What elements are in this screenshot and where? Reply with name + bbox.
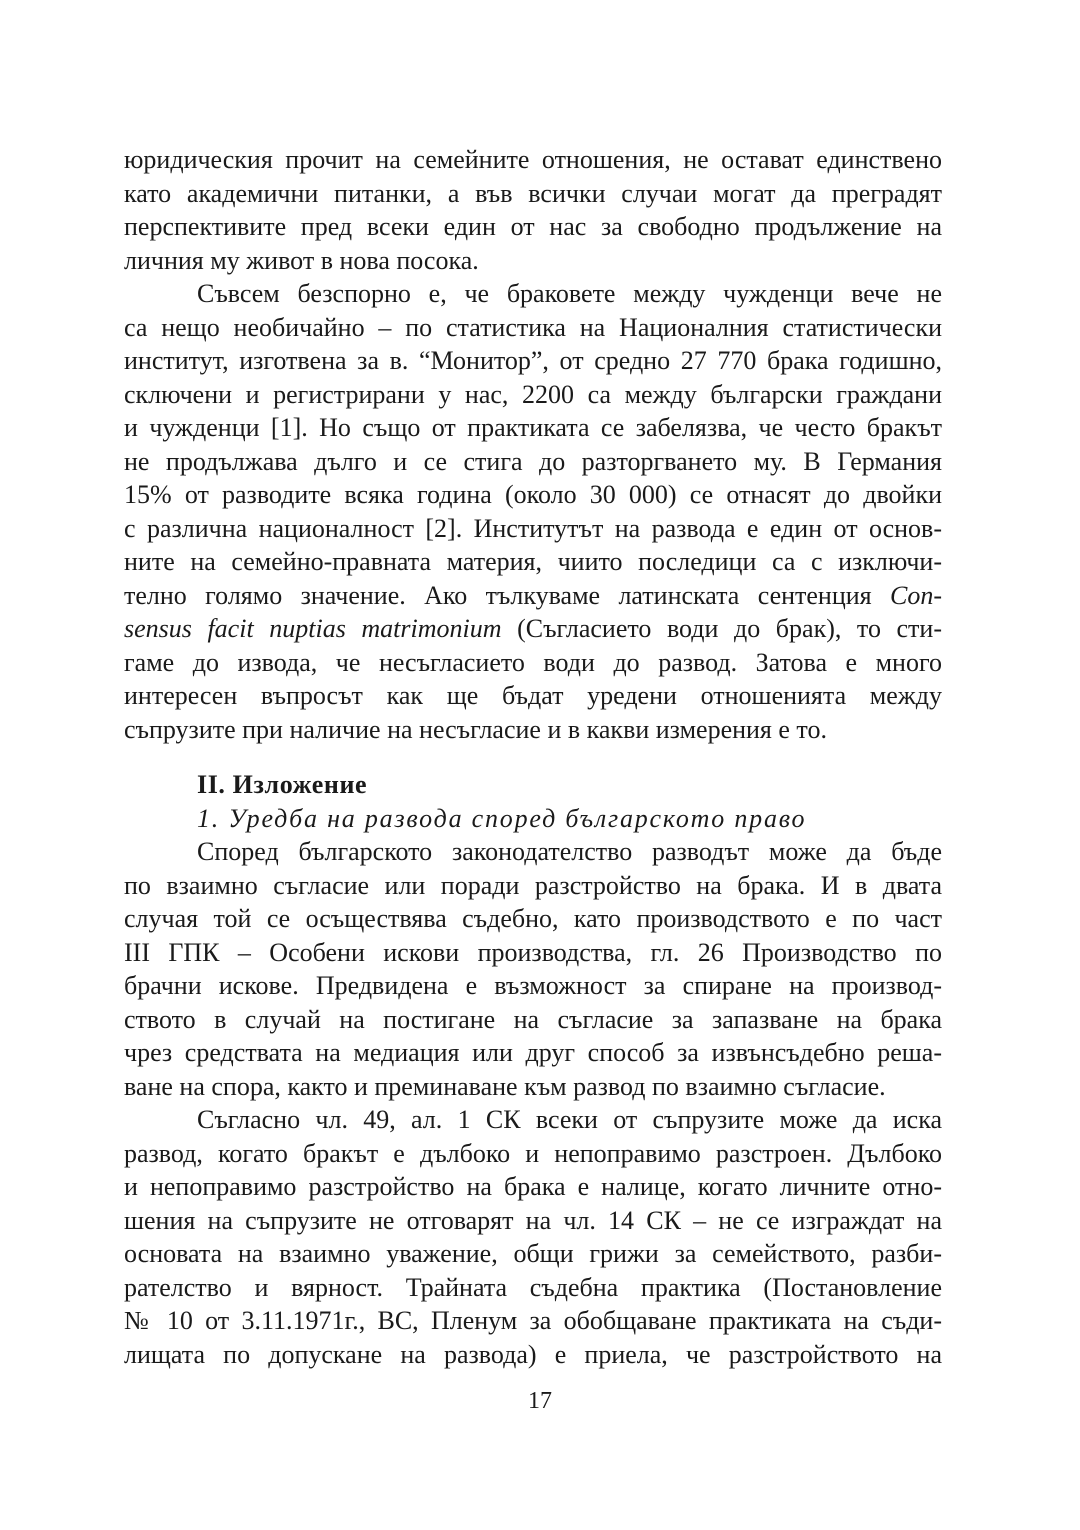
text-line: като академични питанки, а във всички случаи могат да преградят [124, 178, 942, 208]
text-line: не продължава дълго и се стига до разторгването му. В Германия [124, 446, 942, 476]
text-line: са нещо необичайно – по статистика на Националния статистически [124, 312, 942, 342]
text-line: интересен въпросът как ще бъдат уредени отношенията между [124, 681, 942, 710]
text-line: Съвсем безспорно е, че браковете между чужденци вече не [197, 279, 942, 308]
text-line: рателство и вярност. Трайната съдебна практика (Постановление [124, 1272, 942, 1302]
text-line: ството в случай на постигане на съгласие за запазване на брака [124, 1004, 942, 1034]
text-line: случая той се осъществява съдебно, като производството е по част [124, 904, 942, 933]
subsection-heading: 1. Уредба на развода според българското право [197, 803, 807, 833]
section-spacer [124, 746, 942, 768]
text-segment: телно голямо значение. Ако тълкуваме латинската сентенция [124, 580, 890, 610]
text-line: съпрузите при наличие на несъгласие и в какви измерения е то. [124, 714, 827, 744]
text-line: развод, когато бракът е дълбоко и непоправимо разстроен. Дълбоко [124, 1138, 942, 1168]
text-line: лищата по допускане на развода) е приела, че разстройството на [124, 1339, 942, 1369]
text-line: личния му живот в нова посока. [124, 245, 479, 275]
text-line: и непоправимо разстройство на брака е налице, когато личните отно- [124, 1172, 942, 1201]
paragraph-1 [124, 143, 942, 277]
paragraph-2 [124, 277, 942, 746]
text-line: гаме до извода, че несъгласието води до развод. Затова е много [124, 647, 942, 677]
text-line: 15% от разводите всяка година (около 30 000) се отнасят до двойки [124, 480, 942, 509]
text-line: шения на съпрузите не отговарят на чл. 14 СК – не се изграждат на [124, 1205, 942, 1235]
body-text [124, 143, 942, 1371]
text-line: № 10 от 3.11.1971г., ВС, Пленум за обобщаване практиката на съди- [124, 1306, 942, 1335]
paragraph-4 [124, 1103, 942, 1371]
latin-phrase: sensus facit nuptias matrimonium [124, 614, 502, 643]
text-line: перспективите пред всеки един от нас за свободно продължение на [124, 212, 942, 241]
text-line: III ГПК – Особени искови производства, гл. 26 Производство по [124, 937, 942, 967]
text-line: ните на семейно-правната материя, чиито последици са с изключи- [124, 547, 942, 576]
text-line [124, 612, 942, 646]
text-segment: (Съгласието води до брак), то сти- [501, 614, 942, 643]
text-line: Според българското законодателство разводът може да бъде [197, 837, 942, 866]
latin-phrase-part: Con- [890, 580, 942, 610]
section-heading: II. Изложение [197, 770, 368, 799]
text-line: чрез средствата на медиация или друг способ за извънсъдебно реша- [124, 1038, 942, 1067]
page-number: 17 [528, 1388, 552, 1414]
text-line: юридическия прочит на семейните отношения, не остават единствено [124, 145, 942, 174]
text-line: сключени и регистрирани у нас, 2200 са между български граждани [124, 379, 942, 409]
text-line: и чужденци [1]. Но също от практиката се забелязва, че често бракът [124, 413, 942, 442]
text-line: по взаимно съгласие или поради разстройство на брака. И в двата [124, 870, 942, 900]
text-line: брачни искове. Предвидена е възможност за спиране на производ- [124, 971, 942, 1000]
text-line: ване на спора, както и преминаване към развод по взаимно съгласие. [124, 1071, 886, 1101]
text-line: с различна националност [2]. Институтът на развода е един от основ- [124, 513, 942, 543]
text-line: Съгласно чл. 49, ал. 1 СК всеки от съпрузите може да иска [197, 1105, 942, 1134]
text-line: институт, изготвена за в. “Монитор”, от средно 27 770 брака годишно, [124, 346, 942, 375]
paragraph-3 [124, 835, 942, 1103]
text-line [124, 579, 942, 613]
text-line: основата на взаимно уважение, общи грижи за семейството, разби- [124, 1239, 942, 1268]
